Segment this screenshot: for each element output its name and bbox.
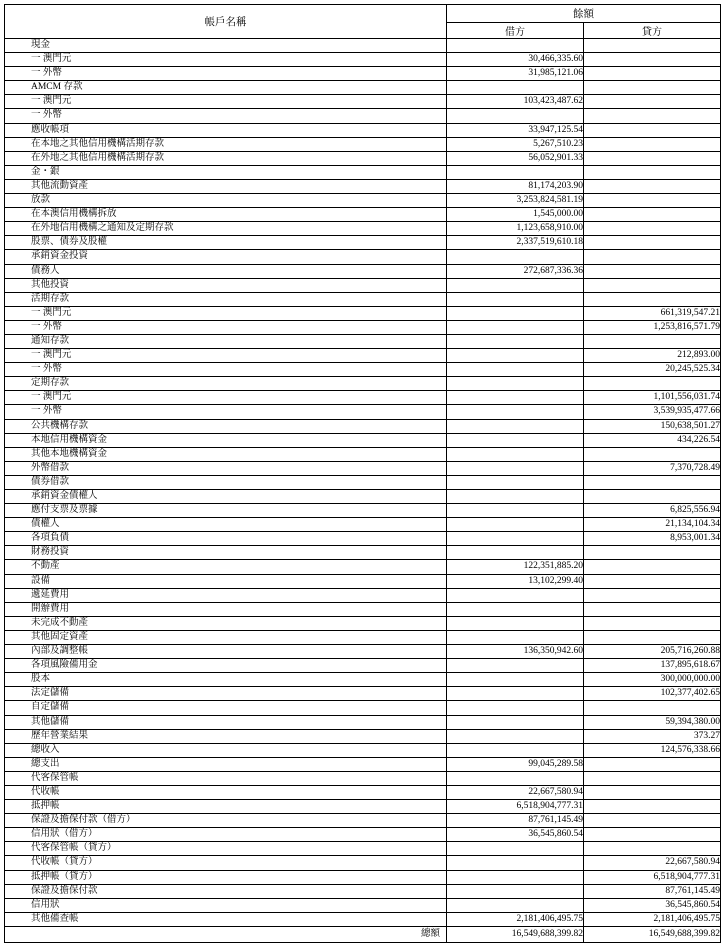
debit-amount-cell: 2,337,519,610.18 <box>447 236 584 250</box>
debit-amount-cell <box>447 687 584 701</box>
debit-amount-cell: 122,351,885.20 <box>447 560 584 574</box>
account-name-cell: 一 外幣 <box>5 320 447 334</box>
debit-amount-cell: 1,545,000.00 <box>447 208 584 222</box>
table-row <box>5 109 721 123</box>
account-name-cell: 公共機構存款 <box>5 419 447 433</box>
credit-amount-cell <box>584 828 721 842</box>
account-name-cell: 在本地之其他信用機構活期存款 <box>5 137 447 151</box>
debit-amount-cell <box>447 518 584 532</box>
account-name-cell: 總收入 <box>5 743 447 757</box>
account-name-cell: 外幣借款 <box>5 461 447 475</box>
table-row <box>5 95 721 109</box>
debit-amount-cell <box>447 856 584 870</box>
table-row <box>5 490 721 504</box>
credit-amount-cell <box>584 630 721 644</box>
table-row <box>5 433 721 447</box>
debit-amount-cell: 136,350,942.60 <box>447 645 584 659</box>
debit-amount-cell: 33,947,125.54 <box>447 123 584 137</box>
credit-amount-cell: 434,226.54 <box>584 433 721 447</box>
credit-amount-cell <box>584 771 721 785</box>
table-row <box>5 856 721 870</box>
credit-amount-cell <box>584 165 721 179</box>
account-name-cell: 代收帳 <box>5 785 447 799</box>
debit-amount-cell <box>447 447 584 461</box>
debit-amount-cell <box>447 306 584 320</box>
account-name-cell: 一 外幣 <box>5 109 447 123</box>
credit-amount-cell: 373.27 <box>584 729 721 743</box>
account-name-cell: 一 外幣 <box>5 67 447 81</box>
account-name-cell: 其他投資 <box>5 278 447 292</box>
account-name-cell: 其他本地機構資金 <box>5 447 447 461</box>
debit-amount-cell <box>447 729 584 743</box>
debit-amount-cell <box>447 109 584 123</box>
credit-amount-cell: 59,394,380.00 <box>584 715 721 729</box>
account-name-cell: 保證及擔保付款（借方） <box>5 814 447 828</box>
table-row <box>5 729 721 743</box>
debit-amount-cell <box>447 743 584 757</box>
table-row <box>5 81 721 95</box>
account-name-cell: 其他備查帳 <box>5 912 447 926</box>
table-row <box>5 757 721 771</box>
account-name-cell: AMCM 存款 <box>5 81 447 95</box>
account-name-cell: 設備 <box>5 574 447 588</box>
credit-amount-cell <box>584 842 721 856</box>
account-name-cell: 抵押帳（貸方） <box>5 870 447 884</box>
table-row <box>5 518 721 532</box>
debit-amount-cell: 31,985,121.06 <box>447 67 584 81</box>
table-row <box>5 278 721 292</box>
account-name-cell: 信用狀 <box>5 898 447 912</box>
account-name-cell: 本地信用機構資金 <box>5 433 447 447</box>
credit-amount-cell: 212,893.00 <box>584 349 721 363</box>
account-name-cell: 遞延費用 <box>5 588 447 602</box>
header-amount: 餘額 <box>447 5 721 23</box>
account-name-cell: 在本澳信用機構拆放 <box>5 208 447 222</box>
credit-amount-cell <box>584 475 721 489</box>
debit-amount-cell <box>447 320 584 334</box>
table-row <box>5 419 721 433</box>
credit-amount-cell <box>584 67 721 81</box>
table-row <box>5 602 721 616</box>
debit-amount-cell: 13,102,299.40 <box>447 574 584 588</box>
account-name-cell: 其他儲備 <box>5 715 447 729</box>
table-row <box>5 377 721 391</box>
credit-amount-cell: 8,953,001.34 <box>584 532 721 546</box>
debit-amount-cell: 87,761,145.49 <box>447 814 584 828</box>
debit-amount-cell <box>447 546 584 560</box>
account-name-cell: 歷年營業結果 <box>5 729 447 743</box>
debit-amount-cell <box>447 659 584 673</box>
table-row <box>5 785 721 799</box>
debit-amount-cell: 36,545,860.54 <box>447 828 584 842</box>
account-name-cell: 一 澳門元 <box>5 391 447 405</box>
debit-amount-cell <box>447 715 584 729</box>
debit-amount-cell <box>447 391 584 405</box>
debit-amount-cell <box>447 490 584 504</box>
debit-amount-cell <box>447 377 584 391</box>
table-header <box>5 5 721 39</box>
debit-amount-cell <box>447 39 584 53</box>
credit-amount-cell <box>584 574 721 588</box>
credit-amount-cell: 3,539,935,477.66 <box>584 405 721 419</box>
debit-amount-cell: 2,181,406,495.75 <box>447 912 584 926</box>
account-name-cell: 自定儲備 <box>5 701 447 715</box>
account-name-cell: 金・銀 <box>5 165 447 179</box>
account-name-cell: 其他固定資產 <box>5 630 447 644</box>
debit-amount-cell: 6,518,904,777.31 <box>447 800 584 814</box>
account-name-cell: 承銷資金債權人 <box>5 490 447 504</box>
table-row <box>5 743 721 757</box>
credit-amount-cell <box>584 757 721 771</box>
credit-amount-cell <box>584 546 721 560</box>
table-row <box>5 870 721 884</box>
debit-amount-cell <box>447 898 584 912</box>
account-name-cell: 保證及擔保付款 <box>5 884 447 898</box>
totals-credit: 16,549,688,399.82 <box>584 926 721 942</box>
table-row <box>5 475 721 489</box>
credit-amount-cell: 205,716,260.88 <box>584 645 721 659</box>
account-name-cell: 活期存款 <box>5 292 447 306</box>
debit-amount-cell <box>447 616 584 630</box>
table-row <box>5 588 721 602</box>
credit-amount-cell <box>584 616 721 630</box>
table-row <box>5 236 721 250</box>
credit-amount-cell <box>584 179 721 193</box>
debit-amount-cell: 81,174,203.90 <box>447 179 584 193</box>
credit-amount-cell <box>584 222 721 236</box>
credit-amount-cell <box>584 81 721 95</box>
account-name-cell: 代客保管帳 <box>5 771 447 785</box>
credit-amount-cell <box>584 264 721 278</box>
table-row <box>5 222 721 236</box>
account-name-cell: 各項負債 <box>5 532 447 546</box>
credit-amount-cell: 661,319,547.21 <box>584 306 721 320</box>
table-row <box>5 645 721 659</box>
table-row <box>5 912 721 926</box>
header-credit: 貸方 <box>584 23 721 39</box>
credit-amount-cell <box>584 814 721 828</box>
credit-amount-cell: 2,181,406,495.75 <box>584 912 721 926</box>
credit-amount-cell: 137,895,618.67 <box>584 659 721 673</box>
debit-amount-cell: 99,045,289.58 <box>447 757 584 771</box>
account-name-cell: 內部及調整帳 <box>5 645 447 659</box>
account-name-cell: 債權人 <box>5 518 447 532</box>
credit-amount-cell: 150,638,501.27 <box>584 419 721 433</box>
account-name-cell: 承銷資金投資 <box>5 250 447 264</box>
table-row <box>5 574 721 588</box>
totals-debit: 16,549,688,399.82 <box>447 926 584 942</box>
credit-amount-cell: 124,576,338.66 <box>584 743 721 757</box>
debit-amount-cell <box>447 884 584 898</box>
table-row <box>5 461 721 475</box>
account-name-cell: 各項風險備用金 <box>5 659 447 673</box>
table-row <box>5 673 721 687</box>
credit-amount-cell <box>584 490 721 504</box>
account-name-cell: 一 澳門元 <box>5 95 447 109</box>
debit-amount-cell <box>447 363 584 377</box>
credit-amount-cell <box>584 137 721 151</box>
credit-amount-cell: 87,761,145.49 <box>584 884 721 898</box>
account-name-cell: 未完成不動產 <box>5 616 447 630</box>
account-name-cell: 一 澳門元 <box>5 349 447 363</box>
debit-amount-cell <box>447 250 584 264</box>
debit-amount-cell <box>447 771 584 785</box>
table-row <box>5 546 721 560</box>
debit-amount-cell <box>447 81 584 95</box>
table-row <box>5 715 721 729</box>
account-name-cell: 一 澳門元 <box>5 53 447 67</box>
table-row <box>5 250 721 264</box>
debit-amount-cell <box>447 701 584 715</box>
credit-amount-cell <box>584 785 721 799</box>
table-row <box>5 334 721 348</box>
table-row <box>5 532 721 546</box>
table-row <box>5 208 721 222</box>
table-row <box>5 320 721 334</box>
table-row <box>5 884 721 898</box>
account-name-cell: 定期存款 <box>5 377 447 391</box>
debit-amount-cell <box>447 475 584 489</box>
table-row <box>5 659 721 673</box>
table-row <box>5 771 721 785</box>
account-name-cell: 開辦費用 <box>5 602 447 616</box>
debit-amount-cell <box>447 278 584 292</box>
debit-amount-cell: 5,267,510.23 <box>447 137 584 151</box>
table-row <box>5 800 721 814</box>
credit-amount-cell <box>584 377 721 391</box>
credit-amount-cell <box>584 250 721 264</box>
debit-amount-cell <box>447 602 584 616</box>
credit-amount-cell <box>584 95 721 109</box>
table-row <box>5 264 721 278</box>
account-name-cell: 應收帳項 <box>5 123 447 137</box>
debit-amount-cell <box>447 433 584 447</box>
debit-amount-cell: 103,423,487.62 <box>447 95 584 109</box>
table-row <box>5 306 721 320</box>
account-name-cell: 總支出 <box>5 757 447 771</box>
credit-amount-cell <box>584 278 721 292</box>
account-name-cell: 不動產 <box>5 560 447 574</box>
table-row <box>5 194 721 208</box>
account-name-cell: 放款 <box>5 194 447 208</box>
account-name-cell: 股票、債券及股權 <box>5 236 447 250</box>
debit-amount-cell: 272,687,336.36 <box>447 264 584 278</box>
account-name-cell: 現金 <box>5 39 447 53</box>
debit-amount-cell <box>447 630 584 644</box>
account-name-cell: 法定儲備 <box>5 687 447 701</box>
account-name-cell: 代客保管帳（貸方） <box>5 842 447 856</box>
account-name-cell: 其他流動資產 <box>5 179 447 193</box>
debit-amount-cell <box>447 461 584 475</box>
table-row <box>5 349 721 363</box>
credit-amount-cell <box>584 560 721 574</box>
debit-amount-cell: 1,123,658,910.00 <box>447 222 584 236</box>
credit-amount-cell: 20,245,525.34 <box>584 363 721 377</box>
account-name-cell: 一 澳門元 <box>5 306 447 320</box>
totals-row <box>5 926 721 942</box>
table-row <box>5 630 721 644</box>
debit-amount-cell: 56,052,901.33 <box>447 151 584 165</box>
table-row <box>5 687 721 701</box>
table-row <box>5 151 721 165</box>
credit-amount-cell <box>584 123 721 137</box>
table-row <box>5 405 721 419</box>
credit-amount-cell <box>584 208 721 222</box>
table-row <box>5 53 721 67</box>
debit-amount-cell: 22,667,580.94 <box>447 785 584 799</box>
debit-amount-cell <box>447 419 584 433</box>
table-row <box>5 560 721 574</box>
table-row <box>5 123 721 137</box>
credit-amount-cell <box>584 292 721 306</box>
ledger-table <box>4 4 721 943</box>
credit-amount-cell <box>584 109 721 123</box>
table-row <box>5 701 721 715</box>
credit-amount-cell: 7,370,728.49 <box>584 461 721 475</box>
account-name-cell: 抵押帳 <box>5 800 447 814</box>
credit-amount-cell: 22,667,580.94 <box>584 856 721 870</box>
header-debit: 借方 <box>447 23 584 39</box>
table-row <box>5 165 721 179</box>
credit-amount-cell <box>584 334 721 348</box>
account-name-cell: 應付支票及票據 <box>5 504 447 518</box>
header-account-name: 帳戶名稱 <box>5 5 447 39</box>
account-name-cell: 代收帳（貸方） <box>5 856 447 870</box>
credit-amount-cell <box>584 800 721 814</box>
credit-amount-cell <box>584 53 721 67</box>
credit-amount-cell <box>584 602 721 616</box>
debit-amount-cell: 3,253,824,581.19 <box>447 194 584 208</box>
account-name-cell: 債務人 <box>5 264 447 278</box>
credit-amount-cell <box>584 236 721 250</box>
credit-amount-cell <box>584 588 721 602</box>
account-name-cell: 股本 <box>5 673 447 687</box>
table-row <box>5 292 721 306</box>
table-row <box>5 391 721 405</box>
credit-amount-cell <box>584 151 721 165</box>
debit-amount-cell <box>447 504 584 518</box>
debit-amount-cell <box>447 673 584 687</box>
account-name-cell: 在外地信用機構之通知及定期存款 <box>5 222 447 236</box>
debit-amount-cell <box>447 334 584 348</box>
account-name-cell: 信用狀（借方） <box>5 828 447 842</box>
credit-amount-cell: 1,101,556,031.74 <box>584 391 721 405</box>
account-name-cell: 一 外幣 <box>5 363 447 377</box>
debit-amount-cell <box>447 870 584 884</box>
debit-amount-cell <box>447 292 584 306</box>
credit-amount-cell: 6,518,904,777.31 <box>584 870 721 884</box>
credit-amount-cell: 21,134,104.34 <box>584 518 721 532</box>
debit-amount-cell: 30,466,335.60 <box>447 53 584 67</box>
account-name-cell: 一 外幣 <box>5 405 447 419</box>
credit-amount-cell: 1,253,816,571.79 <box>584 320 721 334</box>
credit-amount-cell <box>584 194 721 208</box>
table-row <box>5 179 721 193</box>
credit-amount-cell <box>584 701 721 715</box>
table-row <box>5 616 721 630</box>
table-row <box>5 137 721 151</box>
table-row <box>5 504 721 518</box>
debit-amount-cell <box>447 842 584 856</box>
table-body <box>5 39 721 943</box>
credit-amount-cell <box>584 39 721 53</box>
credit-amount-cell: 300,000,000.00 <box>584 673 721 687</box>
credit-amount-cell: 36,545,860.54 <box>584 898 721 912</box>
table-row <box>5 814 721 828</box>
table-row <box>5 363 721 377</box>
debit-amount-cell <box>447 405 584 419</box>
table-row <box>5 447 721 461</box>
credit-amount-cell <box>584 447 721 461</box>
account-name-cell: 財務投資 <box>5 546 447 560</box>
table-row <box>5 842 721 856</box>
table-row <box>5 828 721 842</box>
debit-amount-cell <box>447 532 584 546</box>
totals-label: 總額 <box>5 926 447 942</box>
account-name-cell: 債券借款 <box>5 475 447 489</box>
account-name-cell: 通知存款 <box>5 334 447 348</box>
debit-amount-cell <box>447 349 584 363</box>
table-row <box>5 39 721 53</box>
table-row <box>5 67 721 81</box>
table-row <box>5 898 721 912</box>
debit-amount-cell <box>447 165 584 179</box>
credit-amount-cell: 6,825,556.94 <box>584 504 721 518</box>
account-name-cell: 在外地之其他信用機構活期存款 <box>5 151 447 165</box>
credit-amount-cell: 102,377,402.65 <box>584 687 721 701</box>
debit-amount-cell <box>447 588 584 602</box>
